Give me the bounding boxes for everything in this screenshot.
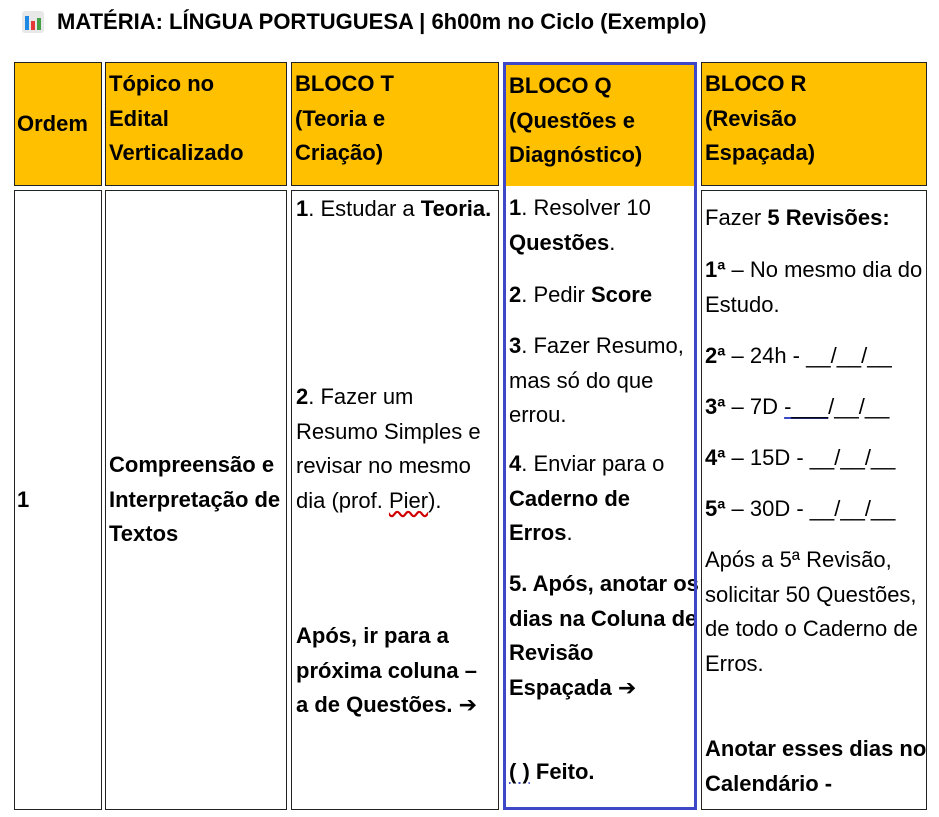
bloco-r-rev-5: 5ª – 30D - __/__/__ — [705, 496, 896, 521]
bloco-q-done: ( ) Feito. — [509, 759, 595, 784]
header-bloco-r — [701, 62, 927, 186]
header-topico-line: Edital — [109, 105, 169, 131]
bloco-r-after: Após a 5ª Revisão, solicitar 50 Questões, de todo o Caderno de Erros. — [705, 547, 918, 676]
bloco-r-rev-2: 2ª – 24h - __/__/__ — [705, 343, 892, 368]
bloco-t-step-2: 2. Fazer um Resumo Simples e revisar no mesmo dia (prof. Pier). — [296, 384, 481, 513]
header-bloco-r-line: Espaçada) — [705, 140, 816, 165]
page-title — [22, 5, 707, 39]
cell-ordem — [14, 190, 102, 810]
header-bloco-r-line: BLOCO R — [705, 71, 807, 96]
header-ordem-label: Ordem — [17, 110, 88, 136]
header-topico-line: Tópico no — [109, 71, 215, 96]
header-bloco-q-line: Diagnóstico) — [509, 142, 643, 167]
bloco-q-step-5: 5. Após, anotar os dias na Coluna de Revisão Espaçada ➔ — [509, 571, 699, 700]
bloco-q-step-3: 3. Fazer Resumo, mas só do que errou. — [509, 333, 684, 427]
header-bloco-t-line: Criação) — [295, 140, 384, 165]
bloco-r-intro: Fazer 5 Revisões: — [705, 205, 890, 230]
header-bloco-t-line: (Teoria e — [295, 105, 386, 131]
header-bloco-t — [291, 62, 499, 186]
bloco-t-step-1: 1. Estudar a Teoria. — [296, 196, 492, 221]
bloco-t-note: Após, ir para a próxima coluna – a de Questões. ➔ — [296, 623, 478, 717]
header-topico — [105, 62, 287, 186]
bloco-q-step-2: 2. Pedir Score — [509, 282, 653, 307]
header-bloco-q-line: (Questões e — [509, 107, 635, 133]
row-topico-value: Compreensão e Interpretação de Textos — [109, 452, 281, 547]
cell-bloco-r — [701, 190, 927, 810]
bar-chart-icon — [22, 11, 44, 33]
row-ordem-value: 1 — [17, 486, 30, 512]
bloco-r-rev-3: 3ª – 7D -___/__/__ — [705, 394, 890, 419]
bloco-q-step-4: 4. Enviar para o Caderno de Erros. — [509, 451, 665, 545]
header-ordem — [14, 62, 102, 186]
header-bloco-q-line: BLOCO Q — [509, 73, 612, 98]
title-text: MATÉRIA: LÍNGUA PORTUGUESA | 6h00m no Ciclo (Exemplo) — [57, 9, 707, 34]
cell-topico — [105, 190, 287, 810]
bloco-r-rev-1: 1ª – No mesmo dia do Estudo. — [705, 257, 923, 317]
done-checkbox[interactable]: ( ) — [509, 759, 530, 784]
bloco-r-rev-4: 4ª – 15D - __/__/__ — [705, 445, 896, 470]
cell-bloco-t — [291, 190, 499, 810]
header-topico-line: Verticalizado — [109, 140, 244, 165]
header-bloco-t-line: BLOCO T — [295, 71, 394, 96]
cell-bloco-q — [503, 190, 697, 810]
bloco-r-note: Anotar esses dias no Calendário - — [705, 736, 927, 796]
header-bloco-r-line: (Revisão — [705, 105, 797, 131]
header-bloco-q — [503, 62, 697, 186]
bloco-q-step-1: 1. Resolver 10 Questões. — [509, 195, 651, 255]
